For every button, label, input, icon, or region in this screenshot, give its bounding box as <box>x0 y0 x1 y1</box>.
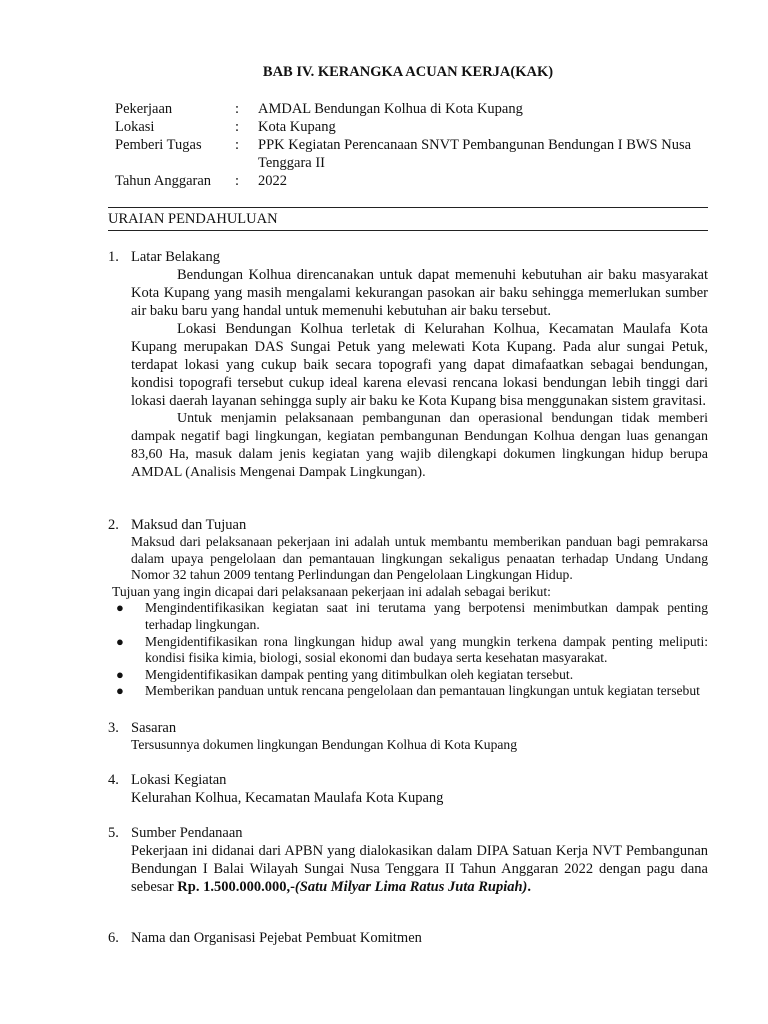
bullet-icon: ● <box>116 666 124 682</box>
section-number: 3. <box>108 720 119 736</box>
paragraph: Kelurahan Kolhua, Kecamatan Maulafa Kota Kupang <box>131 790 444 806</box>
list-item-text: Mengidentifikasikan rona lingkungan hidup awal yang mungkin terkena dampak penting meliputi: kondisi fisika kimia, biologi, sosial ekonomi dan budaya serta kesehatan masyarakat. <box>145 633 708 666</box>
section-heading-text: Sumber Pendanaan <box>131 825 243 841</box>
section-maksud-tujuan <box>108 516 708 700</box>
meta-label: Tahun Anggaran <box>115 173 212 189</box>
section-heading-text: Latar Belakang <box>131 249 220 265</box>
funding-amount-words: (Satu Milyar Lima Ratus Juta Rupiah) <box>294 879 528 895</box>
paragraph: Lokasi Bendungan Kolhua terletak di Kelurahan Kolhua, Kecamatan Maulafa Kota Kupang merupakan DAS Sungai Petuk yang melewati Kota Kupang. Pada alur sungai Petuk, terdapat lokasi yang cukup baik secara topografi yang dapat dimafaatkan sebagai bendungan, kondisi topografi tersebut cukup ideal karena elevasi rencana lokasi bendungan lebih tinggi dari lokasi daerah layanan sehingga suply air baku ke Kota Kupang bisa menggunakan sistem gravitasi. <box>131 321 708 409</box>
section-nama-organisasi <box>108 929 708 947</box>
list-item-text: Mengindentifikasikan kegiatan saat ini terutama yang berpotensi menimbutkan dampak penting terhadap lingkungan. <box>145 600 708 632</box>
section-heading-text: Sasaran <box>131 720 177 736</box>
section-heading <box>108 771 708 789</box>
list-item <box>108 683 708 700</box>
meta-value: PPK Kegiatan Perencanaan SNVT Pembangunan Bendungan I BWS Nusa Tenggara II <box>258 137 692 171</box>
section-number: 6. <box>108 930 119 946</box>
section-number: 4. <box>108 772 119 788</box>
section-heading-text: Maksud dan Tujuan <box>131 517 247 533</box>
section-number: 5. <box>108 825 119 841</box>
meta-label: Lokasi <box>115 119 155 135</box>
section-rule-top <box>108 207 708 208</box>
section-heading-text: Lokasi Kegiatan <box>131 772 227 788</box>
section-sasaran <box>108 719 708 754</box>
bullet-icon: ● <box>116 633 124 649</box>
list-item <box>108 600 708 633</box>
project-meta-table <box>115 100 715 190</box>
section-sumber-pendanaan <box>108 824 708 896</box>
section-heading <box>108 516 708 534</box>
document-title: BAB IV. KERANGKA ACUAN KERJA(KAK) <box>262 64 554 80</box>
list-item-text: Memberikan panduan untuk rencana pengelolaan dan pemantauan lingkungan untuk kegiatan tersebut <box>145 683 700 699</box>
list-item <box>108 634 708 667</box>
tujuan-list <box>108 600 708 700</box>
section-latar-belakang <box>108 248 708 482</box>
section-title: URAIAN PENDAHULUAN <box>108 211 278 227</box>
section-rule-bottom <box>108 230 708 231</box>
list-item <box>108 667 708 684</box>
section-number: 1. <box>108 249 119 265</box>
funding-amount: Rp. 1.500.000.000,- <box>177 879 295 895</box>
meta-label: Pekerjaan <box>115 101 173 117</box>
section-lokasi-kegiatan <box>108 771 708 807</box>
meta-row-lokasi <box>115 118 715 136</box>
meta-separator: : <box>235 173 240 189</box>
tujuan-intro: Tujuan yang ingin dicapai dari pelaksanaan pekerjaan ini adalah sebagai berikut: <box>112 583 551 599</box>
meta-value: Kota Kupang <box>258 119 336 135</box>
section-heading <box>108 248 708 266</box>
paragraph: Tersusunnya dokumen lingkungan Bendungan Kolhua di Kota Kupang <box>131 737 518 752</box>
funding-end: . <box>527 879 532 895</box>
section-number: 2. <box>108 517 119 533</box>
paragraph: Untuk menjamin pelaksanaan pembangunan dan operasional bendungan tidak memberi dampak negatif bagi lingkungan, kegiatan pembangunan Bendungan Kolhua dengan luas genangan 83,60 Ha, masuk dalam jenis kegiatan yang wajib dilengkapi dokumen lingkungan hidup berupa AMDAL (Analisis Mengenai Dampak Lingkungan). <box>131 411 708 480</box>
section-heading-text: Nama dan Organisasi Pejebat Pembuat Komitmen <box>131 930 422 946</box>
bullet-icon: ● <box>116 683 124 699</box>
meta-value: AMDAL Bendungan Kolhua di Kota Kupang <box>258 101 523 117</box>
section-heading <box>108 929 708 947</box>
funding-text: Pekerjaan ini didanai dari APBN yang dialokasikan dalam DIPA Satuan Kerja NVT Pembangunan Bendungan I Balai Wilayah Sungai Nusa Tenggara II Tahun Anggaran 2022 dengan pagu dana sebesar <box>131 843 708 895</box>
paragraph <box>131 842 708 896</box>
meta-value: 2022 <box>258 173 287 189</box>
paragraph: Bendungan Kolhua direncanakan untuk dapat memenuhi kebutuhan air baku masyarakat Kota Kupang yang masih mengalami kekurangan pasokan air baku sehingga memerlukan sumber air baku baru yang handal untuk memenuhi kebutuhan air baku tersebut. <box>131 267 708 319</box>
meta-row-pemberi-tugas <box>115 136 715 172</box>
paragraph: Maksud dari pelaksanaan pekerjaan ini adalah untuk membantu memberikan panduan bagi pemrakarsa dalam upaya pengelolaan dan pemantauan lingkungan sekaligus penaatan terhadap Undang Undang Nomor 32 tahun 2009 tentang Perlindungan dan Pengelolaan Lingkungan Hidup. <box>131 534 708 583</box>
meta-separator: : <box>235 119 240 135</box>
meta-separator: : <box>235 137 240 153</box>
section-heading <box>108 824 708 842</box>
meta-separator: : <box>235 101 240 117</box>
meta-label: Pemberi Tugas <box>115 137 202 153</box>
bullet-icon: ● <box>116 600 124 616</box>
meta-row-tahun-anggaran <box>115 172 715 190</box>
list-item-text: Mengidentifikasikan dampak penting yang ditimbulkan oleh kegiatan tersebut. <box>145 666 574 682</box>
meta-row-pekerjaan <box>115 100 715 118</box>
section-heading <box>108 719 708 737</box>
